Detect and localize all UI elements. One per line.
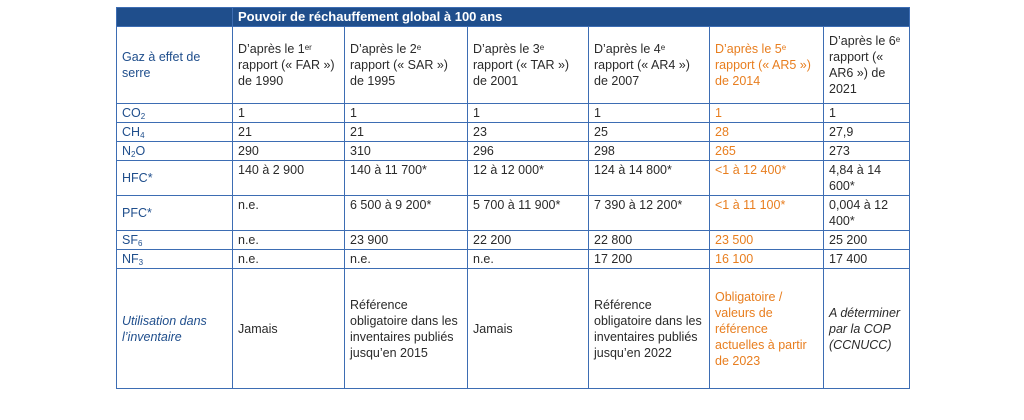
column-header-highlight	[710, 27, 824, 104]
gas-row	[117, 161, 910, 196]
gas-name	[117, 142, 233, 161]
gwp-value: 298	[589, 142, 710, 161]
gwp-value-highlight: 16 100	[710, 250, 824, 269]
gas-symbol: SF	[122, 233, 138, 247]
gas-symbol: CO	[122, 106, 141, 120]
gwp-value: 12 à 12 000*	[468, 161, 589, 196]
gwp-value: 290	[233, 142, 345, 161]
gwp-value-highlight: 23 500	[710, 231, 824, 250]
gwp-value-highlight: 265	[710, 142, 824, 161]
usage-cell: A déterminer par la COP (CCNUCC)	[824, 269, 910, 389]
column-header-text: D’après le 6	[829, 34, 896, 48]
gas-name	[117, 231, 233, 250]
gas-subscript: 6	[137, 239, 143, 248]
usage-cell-highlight: Obligatoire / valeurs de référence actuelles à partir de 2023	[710, 269, 824, 389]
gwp-value: n.e.	[233, 231, 345, 250]
gas-subscript: 3	[138, 258, 144, 267]
gwp-value: 17 200	[589, 250, 710, 269]
gwp-value: 17 400	[824, 250, 910, 269]
gas-row	[117, 104, 910, 123]
column-header-sup: e	[416, 43, 422, 52]
gwp-value: 296	[468, 142, 589, 161]
column-header-text: rapport (« TAR ») de 2001	[473, 58, 570, 88]
column-header-text: D’après le 4	[594, 42, 661, 56]
gwp-value: 25 200	[824, 231, 910, 250]
gwp-value: 27,9	[824, 123, 910, 142]
gwp-value: 22 200	[468, 231, 589, 250]
column-header	[589, 27, 710, 104]
usage-row	[117, 269, 910, 389]
column-header-row	[117, 27, 910, 104]
gas-symbol: CH	[122, 125, 141, 139]
gas-subscript: 4	[140, 131, 145, 140]
gwp-value: 140 à 2 900	[233, 161, 345, 196]
column-header-text: rapport (« AR4 ») de 2007	[594, 58, 690, 88]
column-header-sup: er	[304, 43, 312, 52]
gwp-value: n.e.	[345, 250, 468, 269]
gwp-value: n.e.	[468, 250, 589, 269]
column-header-sup: e	[895, 35, 901, 44]
gwp-table	[116, 7, 910, 389]
header-band-row	[117, 8, 910, 27]
column-header	[233, 27, 345, 104]
gas-row	[117, 196, 910, 231]
gwp-value: 140 à 11 700*	[345, 161, 468, 196]
gas-subscript: 2	[140, 112, 146, 121]
usage-cell: Référence obligatoire dans les inventaires publiés jusqu’en 2015	[345, 269, 468, 389]
column-header-text: rapport (« AR6 ») de 2021	[829, 50, 886, 96]
column-header	[345, 27, 468, 104]
gwp-value: 273	[824, 142, 910, 161]
column-header-text: D’après le 3	[473, 42, 540, 56]
gwp-value-highlight: 1	[710, 104, 824, 123]
usage-cell: Jamais	[233, 269, 345, 389]
gas-symbol: O	[135, 144, 146, 158]
gwp-value: 4,84 à 14 600*	[824, 161, 910, 196]
column-header-sup: e	[660, 43, 666, 52]
gwp-value: 21	[345, 123, 468, 142]
gwp-value: 7 390 à 12 200*	[589, 196, 710, 231]
gas-name	[117, 123, 233, 142]
gas-name	[117, 104, 233, 123]
gwp-value: n.e.	[233, 196, 345, 231]
usage-cell: Jamais	[468, 269, 589, 389]
gwp-value: 23 900	[345, 231, 468, 250]
gwp-value: 6 500 à 9 200*	[345, 196, 468, 231]
gas-symbol: PFC*	[122, 206, 152, 220]
gwp-value: 1	[345, 104, 468, 123]
gas-symbol: NF	[122, 252, 139, 266]
column-header-text: rapport (« AR5 ») de 2014	[715, 58, 811, 88]
gas-name	[117, 161, 233, 196]
gwp-value: 1	[824, 104, 910, 123]
band-title: Pouvoir de réchauffement global à 100 ans	[233, 8, 910, 27]
gwp-value: 21	[233, 123, 345, 142]
gwp-value: 5 700 à 11 900*	[468, 196, 589, 231]
gas-name	[117, 250, 233, 269]
gwp-value: n.e.	[233, 250, 345, 269]
gwp-value-highlight: <1 à 11 100*	[710, 196, 824, 231]
usage-label: Utilisation dans l’inventaire	[117, 269, 233, 389]
gwp-value: 1	[589, 104, 710, 123]
gas-rows	[117, 104, 910, 269]
header-band-corner	[117, 8, 233, 27]
usage-cell: Référence obligatoire dans les inventaires publiés jusqu’en 2022	[589, 269, 710, 389]
gas-row	[117, 142, 910, 161]
gwp-value: 23	[468, 123, 589, 142]
column-header-text: D’après le 1	[238, 42, 305, 56]
gwp-value-highlight: <1 à 12 400*	[710, 161, 824, 196]
gas-row	[117, 250, 910, 269]
column-header-text: D’après le 5	[715, 42, 782, 56]
gas-row	[117, 231, 910, 250]
gwp-value: 124 à 14 800*	[589, 161, 710, 196]
gwp-value: 310	[345, 142, 468, 161]
gwp-value: 22 800	[589, 231, 710, 250]
column-header-text: D’après le 2	[350, 42, 417, 56]
gas-symbol: N	[122, 144, 132, 158]
column-header	[824, 27, 910, 104]
gwp-value-highlight: 28	[710, 123, 824, 142]
gas-subscript: 2	[131, 150, 136, 159]
gas-symbol: HFC*	[122, 171, 153, 185]
gwp-value: 25	[589, 123, 710, 142]
column-header	[468, 27, 589, 104]
gwp-value: 1	[233, 104, 345, 123]
corner-label: Gaz à effet de serre	[117, 27, 233, 104]
column-header-text: rapport (« FAR ») de 1990	[238, 58, 335, 88]
column-header-text: rapport (« SAR ») de 1995	[350, 58, 448, 88]
column-header-sup: e	[539, 43, 545, 52]
gas-row	[117, 123, 910, 142]
column-header-sup: e	[781, 43, 787, 52]
gwp-value: 1	[468, 104, 589, 123]
gas-name	[117, 196, 233, 231]
gwp-value: 0,004 à 12 400*	[824, 196, 910, 231]
